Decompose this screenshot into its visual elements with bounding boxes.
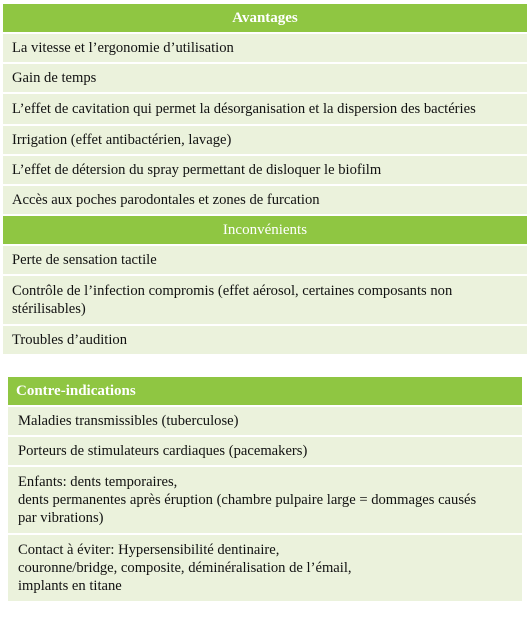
contraindication-line: dents permanentes après éruption (chambre pulpaire large = dommages causés <box>18 492 477 508</box>
contraindication-item <box>8 535 522 603</box>
contraindication-item <box>8 437 522 467</box>
advantage-item: La vitesse et l’ergonomie d’utilisation <box>3 34 527 64</box>
advantage-item: Irrigation (effet antibactérien, lavage) <box>3 126 527 156</box>
advantage-item: L’effet de cavitation qui permet la désorganisation et la dispersion des bactéries <box>3 94 527 126</box>
advantages-header: Avantages <box>3 4 527 34</box>
contraindications-table <box>8 377 522 603</box>
contraindication-line: couronne/bridge, composite, déminéralisation de l’émail, <box>18 560 352 576</box>
contraindication-line: implants en titane <box>18 578 122 594</box>
contraindication-line: Porteurs de stimulateurs cardiaques (pacemakers) <box>18 443 308 459</box>
contraindication-item <box>8 407 522 437</box>
disadvantage-item: Perte de sensation tactile <box>3 246 527 276</box>
advantage-item: Accès aux poches parodontales et zones de furcation <box>3 186 527 216</box>
contraindication-item <box>8 467 522 535</box>
disadvantages-header: Inconvénients <box>3 216 527 246</box>
disadvantage-item: Troubles d’audition <box>3 326 527 356</box>
contraindication-line: Contact à éviter: Hypersensibilité dentinaire, <box>18 542 280 558</box>
advantages-disadvantages-table <box>3 4 527 356</box>
contraindication-line: Enfants: dents temporaires, <box>18 474 178 490</box>
advantage-item: Gain de temps <box>3 64 527 94</box>
contraindications-header: Contre-indications <box>8 377 522 407</box>
contraindication-line: Maladies transmissibles (tuberculose) <box>18 413 239 429</box>
contraindication-line: par vibrations) <box>18 510 104 526</box>
disadvantage-item: Contrôle de l’infection compromis (effet aérosol, certaines composants non stérilisables) <box>3 276 527 326</box>
advantage-item: L’effet de détersion du spray permettant de disloquer le biofilm <box>3 156 527 186</box>
